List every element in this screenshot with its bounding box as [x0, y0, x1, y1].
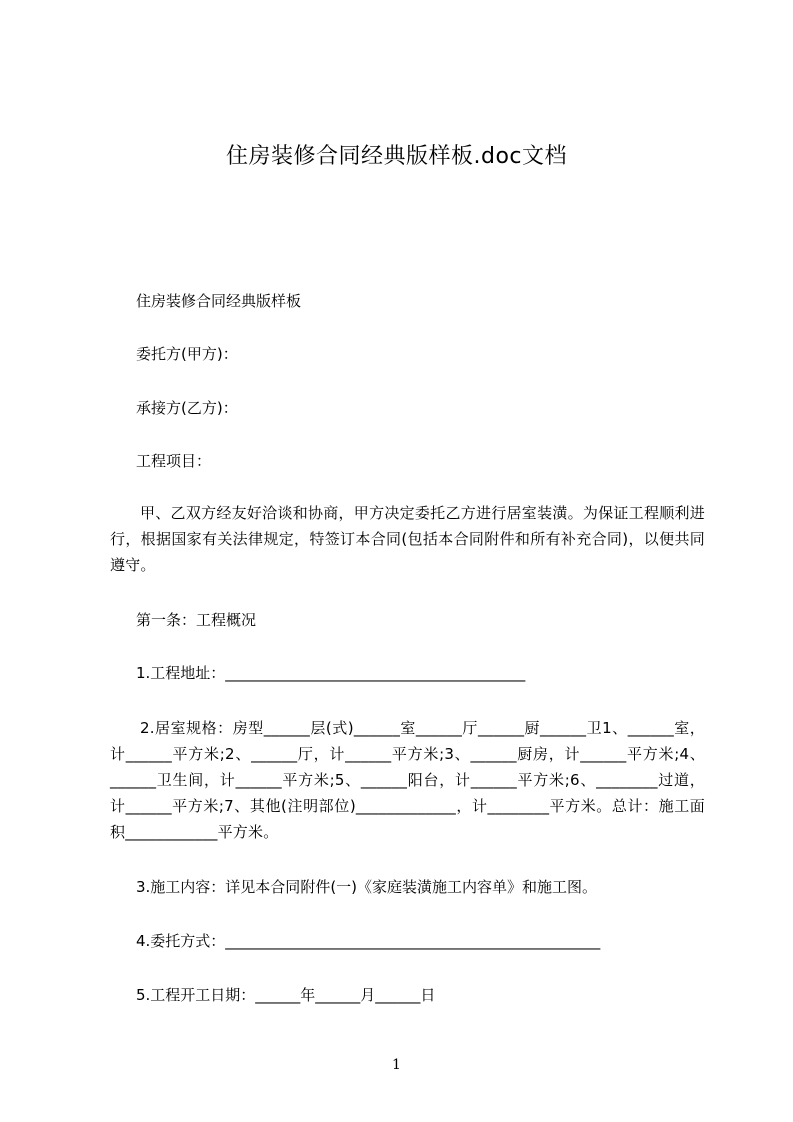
document-title: 住房装修合同经典版样板.doc文档 — [225, 144, 567, 169]
article-one-heading: 第一条：工程概况 — [136, 611, 257, 629]
commission-method-line: 4.委托方式：__________________________________________________ — [136, 932, 601, 950]
project-address-line: 1.工程地址：________________________________________ — [136, 664, 526, 682]
construction-content-line: 3.施工内容：详见本合同附件(一)《家庭装潢施工内容单》和施工图。 — [136, 878, 598, 896]
page-number: 1 — [392, 1057, 401, 1073]
preamble-paragraph: 甲、乙双方经友好洽谈和协商，甲方决定委托乙方进行居室装潢。为保证工程顺利进行，根据国家有关法律规定，特签订本合同(包括本合同附件和所有补充合同)，以便共同遵守。 — [110, 504, 705, 574]
contract-heading: 住房装修合同经典版样板 — [136, 292, 302, 310]
project-line: 工程项目： — [136, 452, 212, 470]
room-spec-paragraph: 2.居室规格：房型______层(式)______室______厅______厨______卫1、______室，计______平方米;2、______厅，计______平方米;3、______厨房，计______平方米;4、______卫生间，计______平方米;5、______阳台，计______平方米;6、________过道，计______平方米;7、其他(注明部位)_____________，计________平方米。总计：施工面积____________平方米。 — [110, 719, 705, 841]
party-b-line: 承接方(乙方)： — [136, 399, 238, 417]
start-date-line: 5.工程开工日期：______年______月______日 — [136, 986, 436, 1004]
party-a-line: 委托方(甲方)： — [136, 345, 238, 363]
